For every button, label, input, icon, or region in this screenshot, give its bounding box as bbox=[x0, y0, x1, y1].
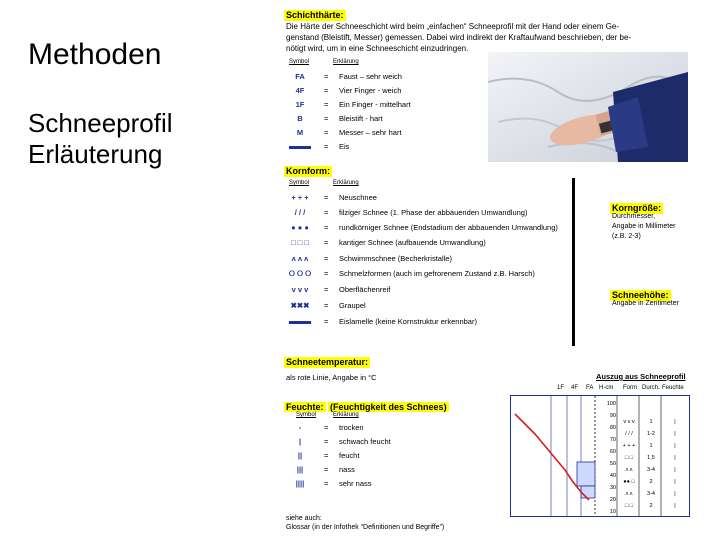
desc-cell: rundkörniger Schnee (Endstadium der abbauenden Umwandlung) bbox=[339, 223, 558, 232]
symbol-cell: ✖✖✖ bbox=[290, 301, 310, 310]
footer-note bbox=[286, 514, 444, 532]
symbol-cell: 4F bbox=[295, 86, 305, 95]
ice-symbol bbox=[283, 140, 317, 153]
eq-cell: = bbox=[324, 423, 329, 432]
eq-cell: = bbox=[324, 114, 329, 123]
symbol-cell: || bbox=[297, 451, 303, 460]
symbol-cell: ● ● ● bbox=[291, 223, 309, 232]
feuchte-table bbox=[283, 421, 483, 493]
schneehoehe-text: Angabe in Zentimeter bbox=[612, 300, 679, 307]
ice-lamella-symbol bbox=[283, 315, 317, 328]
subtitle-line-2: Erläuterung bbox=[28, 139, 163, 169]
eq-cell: = bbox=[324, 301, 329, 310]
height-label: 10 bbox=[609, 509, 616, 515]
symbol-cell: |||| bbox=[295, 479, 305, 488]
desc-cell: kantiger Schnee (aufbauende Umwandlung) bbox=[339, 238, 486, 247]
height-label: 60 bbox=[609, 449, 616, 455]
symbol-cell: □ □ □ bbox=[291, 238, 309, 247]
col-symbol-header: Symbol bbox=[289, 180, 310, 186]
size-cell: 3-4 bbox=[647, 467, 655, 473]
form-cell: + + + bbox=[622, 443, 636, 449]
desc-cell: Schmelzformen (auch im gefrorenem Zustand z.B. Harsch) bbox=[339, 269, 535, 278]
feuchte-heading-rest: (Feuchtigkeit des Schnees) bbox=[330, 402, 447, 412]
snow-profile-excerpt bbox=[510, 395, 690, 517]
auszug-col-form: Form bbox=[623, 385, 637, 391]
desc-cell: Messer – sehr hart bbox=[339, 128, 402, 137]
form-cell: □ □ bbox=[624, 503, 634, 509]
schichthaerte-text-line: nötigt wird, um in eine Schneeschicht einzudringen. bbox=[286, 44, 469, 53]
schneetemperatur-heading: Schneetemperatur: bbox=[286, 357, 369, 367]
schneetemperatur-text: als rote Linie, Angabe in °C bbox=[286, 373, 377, 382]
eq-cell: = bbox=[324, 465, 329, 474]
eq-cell: = bbox=[324, 72, 329, 81]
auszug-col-feuchte: Feuchte bbox=[662, 385, 684, 391]
moisture-cell: | bbox=[674, 491, 676, 497]
schneehoehe-heading: Schneehöhe: bbox=[612, 290, 669, 300]
symbol-cell: / / / bbox=[294, 208, 306, 217]
desc-cell: Eislamelle (keine Kornstruktur erkennbar) bbox=[339, 317, 477, 326]
eq-cell: = bbox=[324, 208, 329, 217]
korngroesse-line: Durchmesser, bbox=[612, 213, 656, 220]
symbol-cell: ||| bbox=[296, 465, 304, 474]
korngroesse-text bbox=[612, 212, 717, 242]
desc-cell: Graupel bbox=[339, 301, 366, 310]
size-column bbox=[641, 416, 661, 512]
eq-cell: = bbox=[324, 86, 329, 95]
eq-cell: = bbox=[324, 451, 329, 460]
snow-hand-photo bbox=[488, 52, 688, 162]
moisture-cell: | bbox=[674, 431, 676, 437]
schichthaerte-text-line: Die Härte der Schneeschicht wird beim „einfachen“ Schneeprofil mit der Hand oder einem Ge- bbox=[286, 22, 620, 31]
symbol-cell: v v v bbox=[291, 285, 309, 294]
auszug-col-durch: Durch. bbox=[642, 385, 660, 391]
desc-cell: Neuschnee bbox=[339, 193, 377, 202]
col-symbol-header: Symbol bbox=[289, 59, 310, 65]
form-cell: □ □ bbox=[624, 455, 634, 461]
height-label: 40 bbox=[609, 473, 616, 479]
symbol-cell: M bbox=[296, 128, 304, 137]
desc-cell: feucht bbox=[339, 451, 360, 460]
korngroesse-line: Angabe in Millimeter bbox=[612, 223, 676, 230]
moisture-cell: | bbox=[674, 467, 676, 473]
eq-cell: = bbox=[324, 238, 329, 247]
divider-line bbox=[572, 178, 575, 346]
height-label: 20 bbox=[609, 497, 616, 503]
schichthaerte-table bbox=[283, 70, 483, 152]
col-erklaerung-header: Erklärung bbox=[333, 59, 359, 65]
symbol-cell: ⭘ ⭘ ⭘ bbox=[288, 269, 312, 278]
desc-cell: trocken bbox=[339, 423, 364, 432]
size-cell: 1 bbox=[649, 419, 653, 425]
eq-cell: = bbox=[324, 128, 329, 137]
eq-cell: = bbox=[324, 437, 329, 446]
height-label: 80 bbox=[609, 425, 616, 431]
col-symbol-header: Symbol bbox=[296, 412, 317, 418]
schichthaerte-heading: Schichthärte: bbox=[286, 10, 344, 20]
schichthaerte-text bbox=[286, 21, 686, 54]
form-cell: ʌ ʌ bbox=[625, 491, 633, 497]
desc-cell: Ein Finger - mittelhart bbox=[339, 100, 411, 109]
feuchte-heading: Feuchte: bbox=[286, 402, 324, 412]
height-label: 90 bbox=[609, 413, 616, 419]
eq-cell: = bbox=[324, 285, 329, 294]
eq-cell: = bbox=[324, 269, 329, 278]
moisture-cell: | bbox=[674, 419, 676, 425]
desc-cell: nass bbox=[339, 465, 355, 474]
symbol-cell: B bbox=[297, 114, 303, 123]
auszug-col-1f: 1F bbox=[557, 385, 565, 391]
eq-cell: = bbox=[324, 254, 329, 263]
moisture-cell: | bbox=[674, 443, 676, 449]
auszug-col-hcm: H-cm bbox=[599, 385, 614, 391]
size-cell: 3-4 bbox=[647, 491, 655, 497]
footer-line-2: Glossar (in der Infothek “Definitionen und Begriffe”) bbox=[286, 524, 445, 531]
eq-cell: = bbox=[324, 317, 329, 326]
eq-cell: = bbox=[324, 142, 329, 151]
moisture-cell: | bbox=[674, 455, 676, 461]
footer-line-1: siehe auch: bbox=[286, 515, 322, 522]
desc-cell: Schwimmschnee (Becherkristalle) bbox=[339, 254, 452, 263]
eq-cell: = bbox=[324, 223, 329, 232]
height-labels bbox=[598, 398, 616, 518]
symbol-cell: | bbox=[298, 437, 302, 446]
size-cell: 2 bbox=[649, 503, 653, 509]
korngroesse-line: (z.B. 2-3) bbox=[612, 233, 641, 240]
form-column bbox=[619, 416, 639, 512]
desc-cell: sehr nass bbox=[339, 479, 372, 488]
desc-cell: filziger Schnee (1. Phase der abbauenden Umwandlung) bbox=[339, 208, 528, 217]
eq-cell: = bbox=[324, 479, 329, 488]
symbol-cell: 1F bbox=[295, 100, 305, 109]
symbol-cell: FA bbox=[295, 72, 305, 81]
form-cell: ʌ ʌ bbox=[625, 467, 633, 473]
size-cell: 1 bbox=[649, 443, 653, 449]
desc-cell: Faust – sehr weich bbox=[339, 72, 402, 81]
symbol-cell: - bbox=[298, 423, 302, 432]
auszug-col-headers bbox=[555, 383, 690, 393]
moisture-cell: | bbox=[674, 503, 676, 509]
slide-subtitle bbox=[28, 108, 248, 170]
height-label: 70 bbox=[609, 437, 616, 443]
size-cell: 1,5 bbox=[647, 455, 655, 461]
korngroesse-heading: Korngröße: bbox=[612, 203, 661, 213]
symbol-cell: ʌ ʌ ʌ bbox=[291, 254, 309, 263]
height-label: 50 bbox=[609, 461, 616, 467]
height-label: 100 bbox=[606, 401, 616, 407]
desc-cell: Oberflächenreif bbox=[339, 285, 391, 294]
desc-cell: Eis bbox=[339, 142, 350, 151]
moisture-cell: | bbox=[674, 479, 676, 485]
moisture-column bbox=[663, 416, 687, 512]
desc-cell: Bleistift - hart bbox=[339, 114, 383, 123]
col-erklaerung-header: Erklärung bbox=[333, 412, 359, 418]
height-label: 30 bbox=[609, 485, 616, 491]
kornform-table bbox=[283, 191, 573, 331]
auszug-col-4f: 4F bbox=[571, 385, 579, 391]
form-cell: v v v bbox=[623, 419, 635, 425]
size-cell: 1-2 bbox=[647, 431, 655, 437]
auszug-heading: Auszug aus Schneeprofil bbox=[596, 372, 686, 381]
desc-cell: schwach feucht bbox=[339, 437, 391, 446]
col-erklaerung-header: Erklärung bbox=[333, 180, 359, 186]
eq-cell: = bbox=[324, 193, 329, 202]
form-cell: ●● □ bbox=[623, 479, 635, 485]
kornform-heading: Kornform: bbox=[286, 166, 330, 176]
desc-cell: Vier Finger - weich bbox=[339, 86, 402, 95]
auszug-col-fa: FA bbox=[586, 385, 594, 391]
symbol-cell: + + + bbox=[291, 193, 309, 202]
eq-cell: = bbox=[324, 100, 329, 109]
subtitle-line-1: Schneeprofil bbox=[28, 108, 173, 138]
form-cell: / / / bbox=[625, 431, 633, 437]
slide-title: Methoden bbox=[28, 38, 162, 71]
schichthaerte-text-line: genstand (Bleistift, Messer) gemessen. Dabei wird indirekt der Kraftaufwand beschrieben, der be- bbox=[286, 33, 632, 42]
size-cell: 2 bbox=[649, 479, 653, 485]
